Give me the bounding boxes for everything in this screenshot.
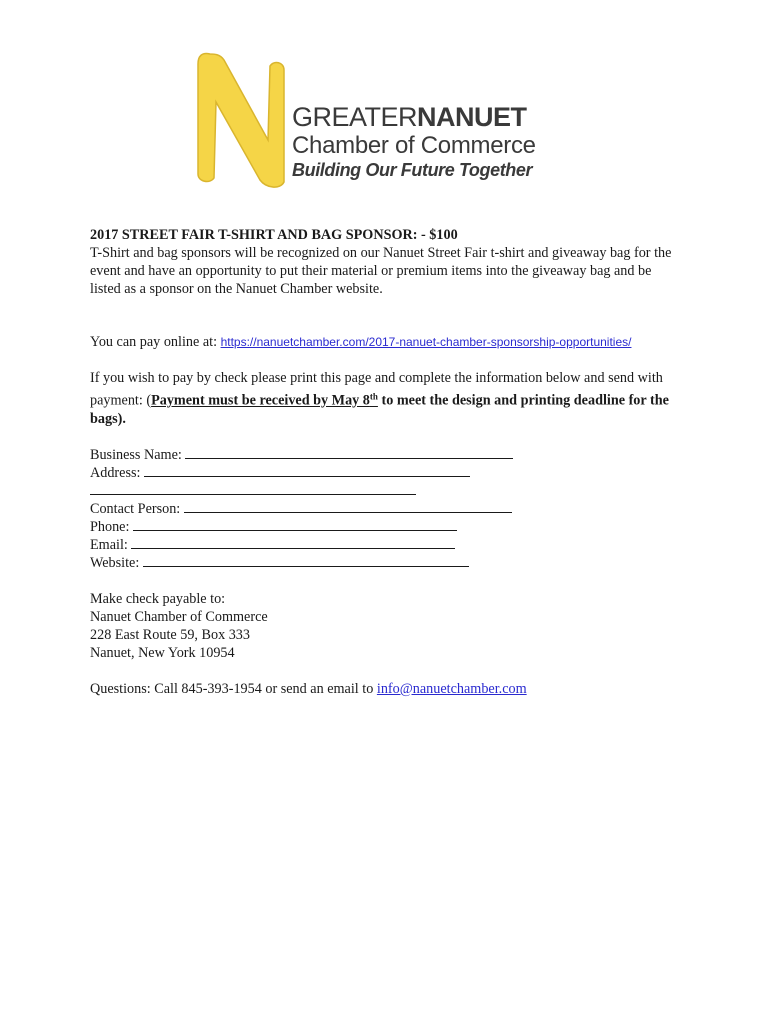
chamber-logo: [180, 42, 560, 202]
email-link[interactable]: info@nanuetchamber.com: [376, 680, 527, 697]
n-logo-mark-icon: [180, 42, 300, 202]
sponsor-heading: 2017 STREET FAIR T-SHIRT AND BAG SPONSOR: - $100: [90, 227, 458, 243]
email-field[interactable]: Email:: [90, 536, 680, 554]
logo-line-2: Chamber of Commerce: [292, 132, 536, 159]
contact-person-field[interactable]: Contact Person:: [90, 500, 680, 518]
payable-block: Make check payable to: Nanuet Chamber of Commerce 228 East Route 59, Box 333 Nanuet, New York 10954: [90, 590, 268, 661]
check-paragraph: If you wish to pay by check please print this page and complete the information below and send with payment: (Payment must be received by May 8th to meet the design and printing deadline for the bags).: [90, 370, 669, 427]
phone-field[interactable]: Phone:: [90, 518, 680, 536]
business-name-field[interactable]: Business Name:: [90, 446, 680, 464]
address-line-2-field[interactable]: [90, 482, 680, 500]
sponsor-form: [90, 446, 680, 572]
logo-tagline: Building Our Future Together: [292, 160, 533, 180]
questions-paragraph: Questions: Call 845-393-1954 or send an email to info@nanuetchamber.com: [90, 680, 527, 697]
sponsorship-link[interactable]: https://nanuetchamber.com/2017-nanuet-chamber-sponsorship-opportunities/: [220, 335, 632, 349]
address-field[interactable]: Address:: [90, 464, 680, 482]
logo-line-1: GREATERNANUET: [292, 102, 527, 132]
pay-online-paragraph: You can pay online at: https://nanuetchamber.com/2017-nanuet-chamber-sponsorship-opportunities/: [90, 334, 632, 350]
intro-paragraph: T-Shirt and bag sponsors will be recognized on our Nanuet Street Fair t-shirt and giveaway bag for the event and have an opportunity to put their material or premium items into the giveaway bag and be listed as a sponsor on the Nanuet Chamber website.: [90, 245, 672, 297]
document-body: [90, 226, 680, 698]
website-field[interactable]: Website:: [90, 554, 680, 572]
logo-text: [292, 102, 536, 181]
